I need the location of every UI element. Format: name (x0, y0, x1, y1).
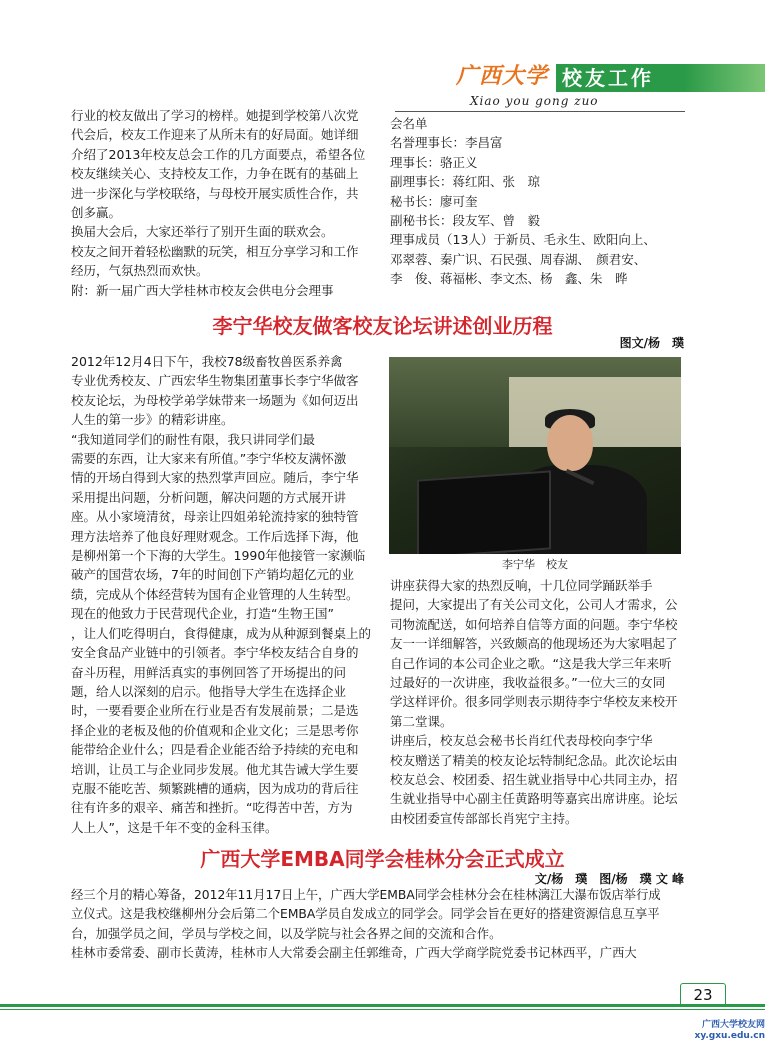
section-subtitle: Xiao you gong zuo (470, 94, 599, 108)
footer-rule (0, 1004, 765, 1007)
leaf-decoration (684, 64, 765, 92)
site-name: 广西大学校友网 (701, 1020, 765, 1030)
site-watermark (692, 1020, 765, 1042)
page-number: 23 (680, 983, 726, 1007)
article2-byline: 图文/杨 璞 (619, 336, 684, 350)
article3-byline: 文/杨 璞 图/杨 璞 文 峰 (534, 872, 684, 886)
masthead-logo: 广西大学 (456, 63, 549, 89)
article2-left-column: 2012年12月4日下午，我校78级畜牧兽医系养禽 专业优秀校友、广西宏华生物集团董事长李宁华做客 校友论坛，为母校学弟学妹带来一场题为《如何迈出 人生的第一步》的精彩讲座。 “我知道同学们的耐性有限，我只讲同学们最 需要的东西，让大家来有所值。”李宁华校友满怀激 情的开场白得到大家的热烈掌声回应。随后，李宁华 采用提出问题，分析问题，解决问题的方式展开讲 座。从小家境清贫，母亲让四姐弟轮流持家的独特管 理方法培养了他良好理财观念。工作后选择下海，他 是柳州第一个下海的大学生。1990年他接管一家濒临 破产的国营农场，7年的时间创下产销均超亿元的业 绩，完成从个体经营转为国有企业管理的人生转型。 现在的他致力于民营现代企业，打造“生物王国” ，让人们吃得明白，食得健康，成为从种源到餐桌上的 安全食品产业链中的引领者。李宁华校友结合自身的 奋斗历程，用鲜活真实的事例回答了开场提出的问 题，给人以深刻的启示。他指导大学生在选择企业 时，一要看要企业所在行业是否有发展前景；二是选 择企业的老板及他的价值观和企业文化；三是思考你 能带给企业什么；四是看企业能否给予持续的充电和 培训，让员工与企业同步发展。他尤其告诫大学生要 克服不能吃苦、频繁跳槽的通病，因为成功的背后往 往有许多的艰辛、痛苦和挫折。“吃得苦中苦，方为 人上人”，这是千年不变的金科玉律。 (71, 354, 372, 835)
photo-caption: 李宁华 校友 (502, 558, 568, 571)
article1-left-column: 行业的校友做出了学习的榜样。她提到学校第八次党 代会后，校友工作迎来了从所未有的好局面。她详细 介绍了2013年校友总会工作的几方面要点，希望各位 校友继续关心、支持校友工作，力争在既有的基础上 进一步深化与学校联络，与母校开展实质性合作，共 创多赢。 换届大会后，大家还举行了别开生面的联欢会。 校友之间开着轻松幽默的玩笑，相互分享学习和工作 经历，气氛热烈而欢快。 附：新一届广西大学桂林市校友会供电分会理事 (71, 108, 366, 298)
section-title: 校友工作 (562, 66, 654, 90)
article3-title: 广西大学EMBA同学会桂林分会正式成立 (200, 847, 565, 871)
footer-rule-thin (0, 1009, 765, 1010)
lecture-photo (389, 357, 681, 554)
article2-right-column: 讲座获得大家的热烈反响，十几位同学踊跃举手 提问，大家提出了有关公司文化，公司人才需求，公 司物流配送，如何培养自信等方面的问题。李宁华校 友一一详细解答，兴致颇高的他现场还为大家唱起了 自己作词的本公司企业之歌。“这是我大学三年来听 过最好的一次讲座，我收益很多。”一位大三的女同 学这样评价。很多同学则表示期待李宁华校友来校开 第二堂课。 讲座后，校友总会秘书长肖红代表母校向李宁华 校友赠送了精美的校友论坛特制纪念品。此次论坛由 校友总会、校团委、招生就业指导中心共同主办，招 生就业指导中心副主任黄路明等嘉宾出席讲座。论坛 由校团委宣传部部长肖宪宁主持。 (390, 578, 678, 826)
article3-body: 经三个月的精心筹备，2012年11月17日上午，广西大学EMBA同学会桂林分会在桂林漓江大瀑布饭店举行成 立仪式。这是我校继柳州分会后第二个EMBA学员自发成立的同学会。同学会旨在更好的搭建资源信息互享平 台，加强学员之间，学员与学校之间，以及学院与社会各界之间的交流和合作。 桂林市委常委、副市长黄涛，桂林市人大常委会副主任郭维奇，广西大学商学院党委书记林西平，广西大 (71, 888, 661, 961)
site-url: xy.gxu.edu.cn (694, 1031, 765, 1041)
article1-right-column: 会名单 名誉理事长：李昌富 理事长：骆正义 副理事长：蒋红阳、张 琼 秘书长：廖可奎 副秘书长：段友军、曾 毅 理事成员（13人）于新员、毛永生、欧阳向上、 邓翠蓉、秦广识、石民强、周春湖、 颜君安、 李 俊、蒋福彬、李文杰、杨 鑫、朱 晔 (390, 116, 656, 287)
article2-title: 李宁华校友做客校友论坛讲述创业历程 (212, 314, 553, 338)
header-divider (395, 111, 685, 112)
